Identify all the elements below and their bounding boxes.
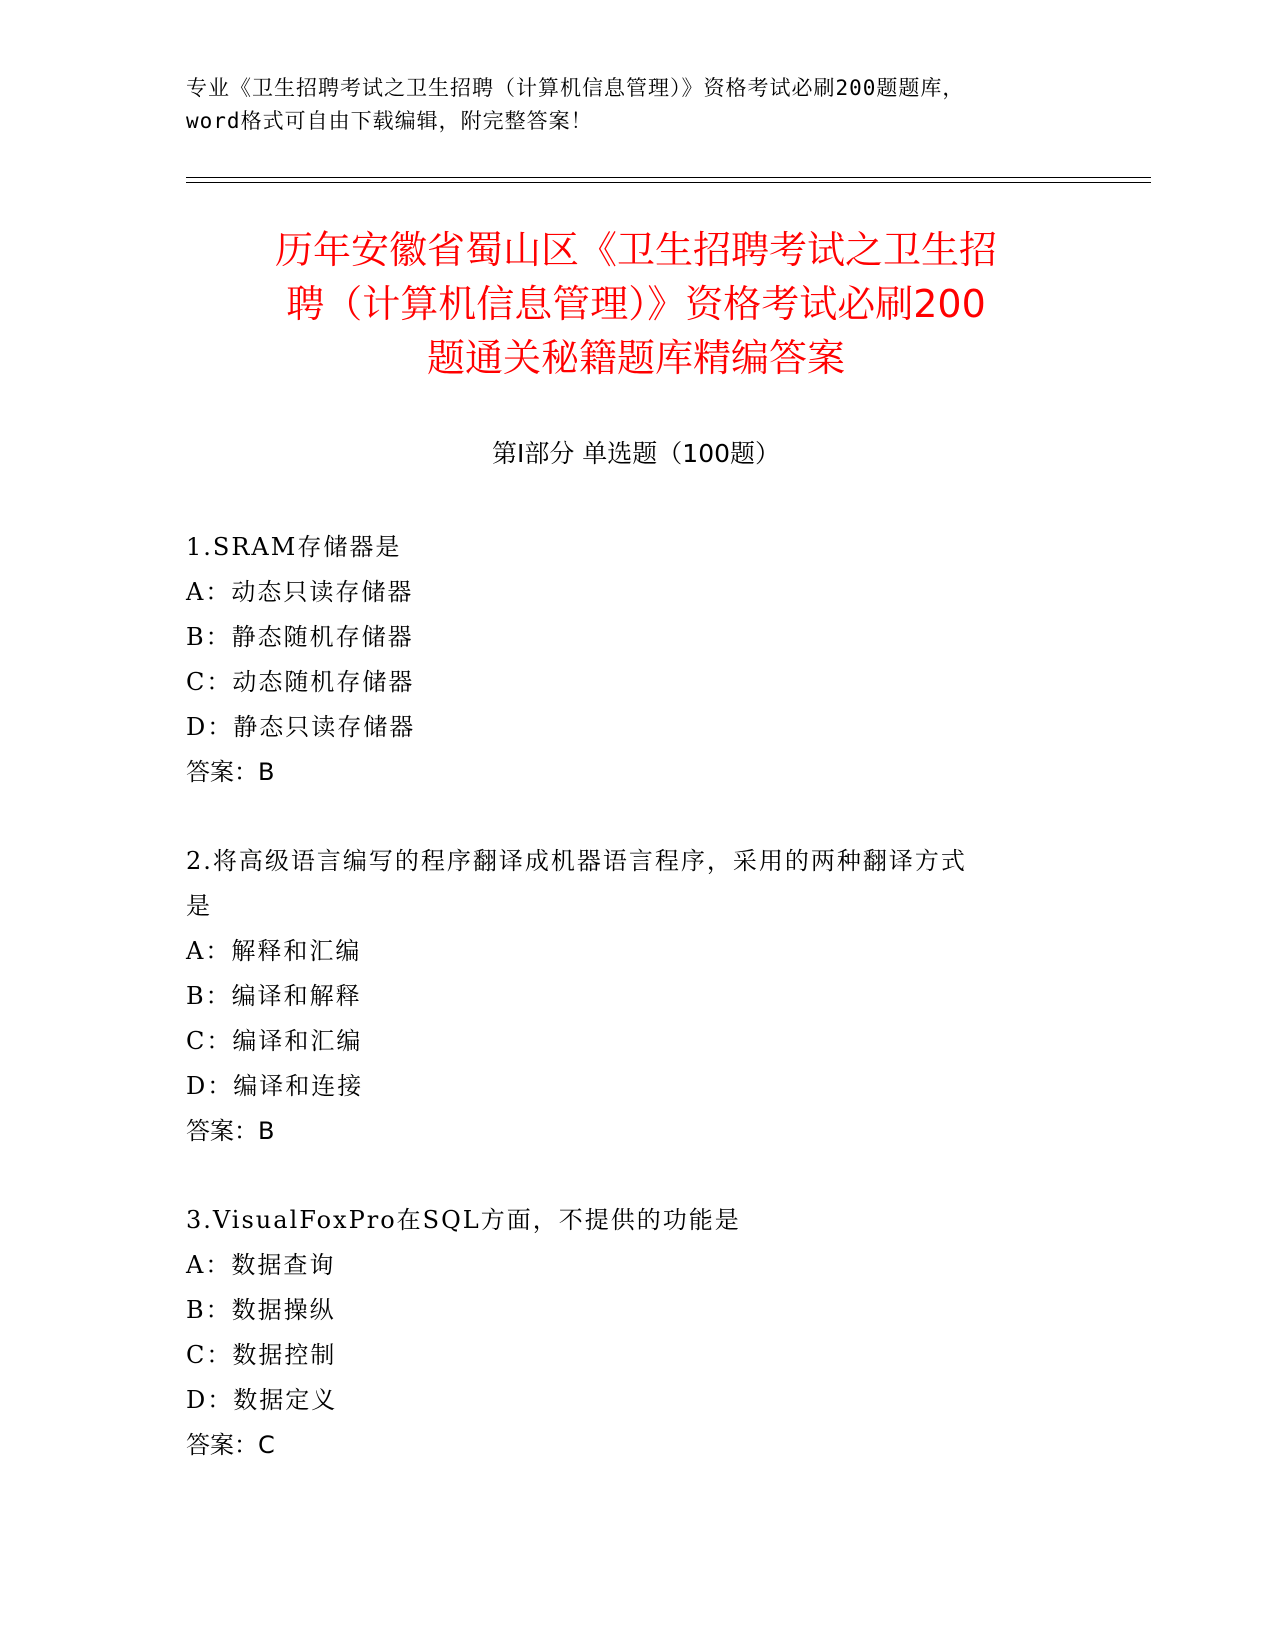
document-title-line-1: 历年安徽省蜀山区《卫生招聘考试之卫生招 xyxy=(274,228,997,272)
header-note-line-2: word格式可自由下载编辑，附完整答案！ xyxy=(186,109,593,133)
question-item xyxy=(186,839,1086,1154)
header-note xyxy=(186,72,1086,138)
document-title-line-3: 题通关秘籍题库精编答案 xyxy=(426,336,845,380)
question-list xyxy=(186,525,1086,1468)
option-c: C：动态随机存储器 xyxy=(186,668,415,696)
question-item xyxy=(186,1198,1086,1468)
option-a: A：数据查询 xyxy=(186,1251,336,1279)
option-a: A：动态只读存储器 xyxy=(186,578,414,606)
document-title-line-2: 聘（计算机信息管理）》资格考试必刷200 xyxy=(286,282,986,326)
question-stem: 1.SRAM存储器是 xyxy=(186,533,402,561)
answer-line: 答案：B xyxy=(186,1117,275,1145)
question-item xyxy=(186,525,1086,795)
question-stem: 2.将高级语言编写的程序翻译成机器语言程序，采用的两种翻译方式 xyxy=(186,847,967,875)
question-spacer xyxy=(186,795,1086,839)
question-spacer xyxy=(186,1154,1086,1198)
header-note-line-1: 专业《卫生招聘考试之卫生招聘（计算机信息管理）》资格考试必刷200题题库， xyxy=(186,76,965,100)
option-b: B：静态随机存储器 xyxy=(186,623,414,651)
document-title xyxy=(186,223,1086,385)
answer-line: 答案：B xyxy=(186,758,275,786)
option-d: D：编译和连接 xyxy=(186,1072,364,1100)
option-b: B：数据操纵 xyxy=(186,1296,336,1324)
option-b: B：编译和解释 xyxy=(186,982,362,1010)
option-d: D：静态只读存储器 xyxy=(186,713,416,741)
option-c: C：编译和汇编 xyxy=(186,1027,363,1055)
question-stem: 3.VisualFoxPro在SQL方面，不提供的功能是 xyxy=(186,1206,741,1234)
option-a: A：解释和汇编 xyxy=(186,937,362,965)
option-c: C：数据控制 xyxy=(186,1341,337,1369)
header-divider-top xyxy=(186,177,1151,178)
section-title: 第Ⅰ部分 单选题（100题） xyxy=(491,439,781,468)
answer-line: 答案：C xyxy=(186,1431,275,1459)
header-divider-bottom xyxy=(186,182,1151,183)
question-stem-continuation: 是 xyxy=(186,892,212,920)
option-d: D：数据定义 xyxy=(186,1386,338,1414)
